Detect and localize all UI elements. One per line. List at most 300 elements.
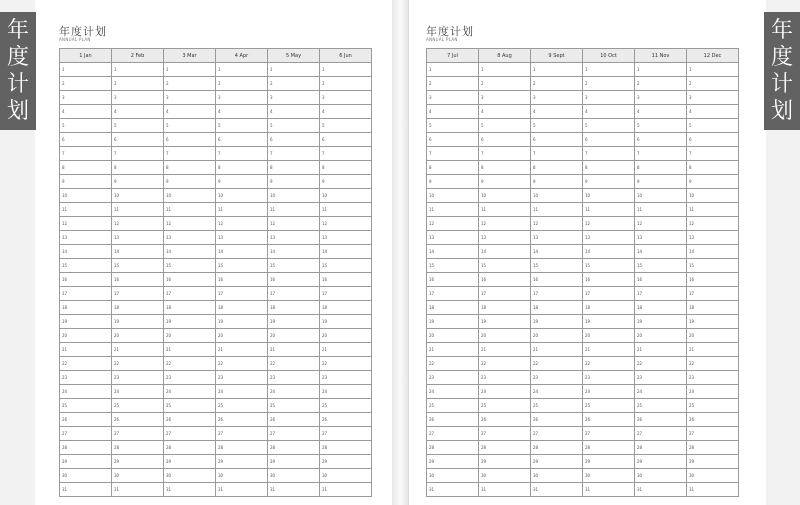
day-cell[interactable]: 9 [112, 175, 164, 189]
day-cell[interactable]: 31 [479, 483, 531, 497]
day-cell[interactable]: 12 [531, 217, 583, 231]
day-cell[interactable]: 29 [216, 455, 268, 469]
day-cell[interactable]: 3 [268, 91, 320, 105]
day-cell[interactable]: 14 [320, 245, 372, 259]
day-cell[interactable]: 1 [635, 63, 687, 77]
day-cell[interactable]: 23 [268, 371, 320, 385]
day-cell[interactable]: 5 [687, 119, 739, 133]
day-cell[interactable]: 2 [635, 77, 687, 91]
day-cell[interactable]: 6 [687, 133, 739, 147]
day-cell[interactable]: 21 [216, 343, 268, 357]
day-cell[interactable]: 9 [164, 175, 216, 189]
day-cell[interactable]: 9 [60, 175, 112, 189]
day-cell[interactable]: 27 [320, 427, 372, 441]
day-cell[interactable]: 1 [320, 63, 372, 77]
day-cell[interactable]: 29 [60, 455, 112, 469]
day-cell[interactable]: 24 [531, 385, 583, 399]
day-cell[interactable]: 8 [479, 161, 531, 175]
day-cell[interactable]: 18 [531, 301, 583, 315]
day-cell[interactable]: 15 [60, 259, 112, 273]
day-cell[interactable]: 23 [479, 371, 531, 385]
day-cell[interactable]: 26 [583, 413, 635, 427]
day-cell[interactable]: 4 [687, 105, 739, 119]
day-cell[interactable]: 12 [164, 217, 216, 231]
day-cell[interactable]: 5 [320, 119, 372, 133]
day-cell[interactable]: 23 [112, 371, 164, 385]
day-cell[interactable]: 7 [531, 147, 583, 161]
day-cell[interactable]: 21 [427, 343, 479, 357]
day-cell[interactable]: 25 [216, 399, 268, 413]
day-cell[interactable]: 6 [320, 133, 372, 147]
day-cell[interactable]: 30 [60, 469, 112, 483]
day-cell[interactable]: 12 [60, 217, 112, 231]
day-cell[interactable]: 28 [687, 441, 739, 455]
day-cell[interactable]: 19 [635, 315, 687, 329]
day-cell[interactable]: 4 [320, 105, 372, 119]
day-cell[interactable]: 4 [635, 105, 687, 119]
day-cell[interactable]: 4 [427, 105, 479, 119]
day-cell[interactable]: 10 [60, 189, 112, 203]
day-cell[interactable]: 2 [60, 77, 112, 91]
day-cell[interactable]: 27 [164, 427, 216, 441]
day-cell[interactable]: 16 [216, 273, 268, 287]
day-cell[interactable]: 9 [320, 175, 372, 189]
day-cell[interactable]: 17 [320, 287, 372, 301]
day-cell[interactable]: 8 [60, 161, 112, 175]
day-cell[interactable]: 19 [268, 315, 320, 329]
section-tab-right[interactable] [764, 12, 800, 130]
day-cell[interactable]: 26 [164, 413, 216, 427]
section-tab-left[interactable] [0, 12, 36, 130]
day-cell[interactable]: 6 [479, 133, 531, 147]
day-cell[interactable]: 7 [479, 147, 531, 161]
day-cell[interactable]: 11 [268, 203, 320, 217]
day-cell[interactable]: 8 [268, 161, 320, 175]
day-cell[interactable]: 22 [531, 357, 583, 371]
day-cell[interactable]: 21 [60, 343, 112, 357]
day-cell[interactable]: 23 [164, 371, 216, 385]
day-cell[interactable]: 1 [687, 63, 739, 77]
day-cell[interactable]: 18 [687, 301, 739, 315]
day-cell[interactable]: 19 [687, 315, 739, 329]
day-cell[interactable]: 13 [320, 231, 372, 245]
day-cell[interactable]: 16 [112, 273, 164, 287]
day-cell[interactable]: 17 [164, 287, 216, 301]
day-cell[interactable]: 13 [635, 231, 687, 245]
day-cell[interactable]: 25 [320, 399, 372, 413]
day-cell[interactable]: 8 [583, 161, 635, 175]
day-cell[interactable]: 12 [268, 217, 320, 231]
day-cell[interactable]: 25 [60, 399, 112, 413]
day-cell[interactable]: 18 [268, 301, 320, 315]
day-cell[interactable]: 23 [583, 371, 635, 385]
day-cell[interactable]: 10 [687, 189, 739, 203]
day-cell[interactable]: 22 [687, 357, 739, 371]
day-cell[interactable]: 6 [531, 133, 583, 147]
day-cell[interactable]: 8 [687, 161, 739, 175]
day-cell[interactable]: 28 [531, 441, 583, 455]
day-cell[interactable]: 4 [112, 105, 164, 119]
day-cell[interactable]: 5 [479, 119, 531, 133]
day-cell[interactable]: 20 [112, 329, 164, 343]
day-cell[interactable]: 17 [479, 287, 531, 301]
day-cell[interactable]: 23 [635, 371, 687, 385]
day-cell[interactable]: 1 [112, 63, 164, 77]
day-cell[interactable]: 19 [479, 315, 531, 329]
day-cell[interactable]: 4 [268, 105, 320, 119]
day-cell[interactable]: 4 [531, 105, 583, 119]
day-cell[interactable]: 30 [427, 469, 479, 483]
day-cell[interactable]: 24 [427, 385, 479, 399]
day-cell[interactable]: 2 [531, 77, 583, 91]
day-cell[interactable]: 26 [427, 413, 479, 427]
day-cell[interactable]: 9 [427, 175, 479, 189]
day-cell[interactable]: 18 [216, 301, 268, 315]
day-cell[interactable]: 14 [112, 245, 164, 259]
day-cell[interactable]: 2 [479, 77, 531, 91]
day-cell[interactable]: 24 [164, 385, 216, 399]
day-cell[interactable]: 13 [268, 231, 320, 245]
day-cell[interactable]: 13 [479, 231, 531, 245]
day-cell[interactable]: 11 [216, 203, 268, 217]
day-cell[interactable]: 13 [60, 231, 112, 245]
day-cell[interactable]: 8 [112, 161, 164, 175]
day-cell[interactable]: 17 [427, 287, 479, 301]
day-cell[interactable]: 21 [479, 343, 531, 357]
day-cell[interactable]: 4 [60, 105, 112, 119]
day-cell[interactable]: 22 [60, 357, 112, 371]
day-cell[interactable]: 26 [635, 413, 687, 427]
day-cell[interactable]: 29 [531, 455, 583, 469]
day-cell[interactable]: 31 [427, 483, 479, 497]
day-cell[interactable]: 15 [531, 259, 583, 273]
day-cell[interactable]: 19 [427, 315, 479, 329]
day-cell[interactable]: 21 [583, 343, 635, 357]
day-cell[interactable]: 14 [60, 245, 112, 259]
day-cell[interactable]: 4 [216, 105, 268, 119]
day-cell[interactable]: 6 [583, 133, 635, 147]
day-cell[interactable]: 24 [687, 385, 739, 399]
day-cell[interactable]: 19 [164, 315, 216, 329]
day-cell[interactable]: 2 [687, 77, 739, 91]
day-cell[interactable]: 3 [320, 91, 372, 105]
day-cell[interactable]: 30 [164, 469, 216, 483]
day-cell[interactable]: 22 [427, 357, 479, 371]
day-cell[interactable]: 30 [479, 469, 531, 483]
day-cell[interactable]: 8 [320, 161, 372, 175]
day-cell[interactable]: 25 [427, 399, 479, 413]
day-cell[interactable]: 24 [479, 385, 531, 399]
day-cell[interactable]: 18 [583, 301, 635, 315]
day-cell[interactable]: 26 [320, 413, 372, 427]
day-cell[interactable]: 1 [531, 63, 583, 77]
day-cell[interactable]: 10 [164, 189, 216, 203]
day-cell[interactable]: 16 [320, 273, 372, 287]
day-cell[interactable]: 20 [268, 329, 320, 343]
day-cell[interactable]: 4 [583, 105, 635, 119]
day-cell[interactable]: 16 [583, 273, 635, 287]
day-cell[interactable]: 7 [164, 147, 216, 161]
day-cell[interactable]: 8 [635, 161, 687, 175]
day-cell[interactable]: 18 [427, 301, 479, 315]
day-cell[interactable]: 1 [60, 63, 112, 77]
day-cell[interactable]: 12 [635, 217, 687, 231]
day-cell[interactable]: 18 [479, 301, 531, 315]
day-cell[interactable]: 31 [687, 483, 739, 497]
day-cell[interactable]: 28 [112, 441, 164, 455]
day-cell[interactable]: 11 [60, 203, 112, 217]
day-cell[interactable]: 26 [479, 413, 531, 427]
day-cell[interactable]: 6 [216, 133, 268, 147]
day-cell[interactable]: 16 [164, 273, 216, 287]
day-cell[interactable]: 24 [60, 385, 112, 399]
day-cell[interactable]: 10 [583, 189, 635, 203]
day-cell[interactable]: 5 [164, 119, 216, 133]
day-cell[interactable]: 11 [427, 203, 479, 217]
day-cell[interactable]: 27 [427, 427, 479, 441]
day-cell[interactable]: 29 [635, 455, 687, 469]
day-cell[interactable]: 20 [687, 329, 739, 343]
day-cell[interactable]: 18 [164, 301, 216, 315]
day-cell[interactable]: 29 [687, 455, 739, 469]
day-cell[interactable]: 20 [531, 329, 583, 343]
day-cell[interactable]: 8 [164, 161, 216, 175]
day-cell[interactable]: 30 [320, 469, 372, 483]
day-cell[interactable]: 14 [687, 245, 739, 259]
day-cell[interactable]: 19 [112, 315, 164, 329]
day-cell[interactable]: 5 [635, 119, 687, 133]
day-cell[interactable]: 28 [427, 441, 479, 455]
day-cell[interactable]: 11 [164, 203, 216, 217]
day-cell[interactable]: 11 [320, 203, 372, 217]
day-cell[interactable]: 17 [531, 287, 583, 301]
day-cell[interactable]: 26 [112, 413, 164, 427]
day-cell[interactable]: 12 [112, 217, 164, 231]
day-cell[interactable]: 5 [583, 119, 635, 133]
day-cell[interactable]: 20 [60, 329, 112, 343]
day-cell[interactable]: 10 [531, 189, 583, 203]
day-cell[interactable]: 24 [583, 385, 635, 399]
day-cell[interactable]: 18 [60, 301, 112, 315]
day-cell[interactable]: 13 [687, 231, 739, 245]
day-cell[interactable]: 20 [216, 329, 268, 343]
day-cell[interactable]: 10 [479, 189, 531, 203]
day-cell[interactable]: 15 [479, 259, 531, 273]
day-cell[interactable]: 13 [164, 231, 216, 245]
day-cell[interactable]: 31 [531, 483, 583, 497]
day-cell[interactable]: 22 [112, 357, 164, 371]
day-cell[interactable]: 23 [531, 371, 583, 385]
day-cell[interactable]: 27 [531, 427, 583, 441]
day-cell[interactable]: 20 [635, 329, 687, 343]
day-cell[interactable]: 13 [112, 231, 164, 245]
day-cell[interactable]: 17 [583, 287, 635, 301]
day-cell[interactable]: 8 [427, 161, 479, 175]
day-cell[interactable]: 29 [164, 455, 216, 469]
day-cell[interactable]: 16 [60, 273, 112, 287]
day-cell[interactable]: 30 [112, 469, 164, 483]
day-cell[interactable]: 20 [320, 329, 372, 343]
day-cell[interactable]: 3 [687, 91, 739, 105]
day-cell[interactable]: 6 [164, 133, 216, 147]
day-cell[interactable]: 27 [60, 427, 112, 441]
day-cell[interactable]: 5 [268, 119, 320, 133]
day-cell[interactable]: 7 [216, 147, 268, 161]
day-cell[interactable]: 10 [216, 189, 268, 203]
day-cell[interactable]: 25 [635, 399, 687, 413]
day-cell[interactable]: 13 [531, 231, 583, 245]
day-cell[interactable]: 28 [216, 441, 268, 455]
day-cell[interactable]: 31 [635, 483, 687, 497]
day-cell[interactable]: 1 [216, 63, 268, 77]
day-cell[interactable]: 10 [427, 189, 479, 203]
day-cell[interactable]: 3 [531, 91, 583, 105]
day-cell[interactable]: 7 [320, 147, 372, 161]
day-cell[interactable]: 30 [216, 469, 268, 483]
day-cell[interactable]: 15 [320, 259, 372, 273]
day-cell[interactable]: 24 [112, 385, 164, 399]
day-cell[interactable]: 3 [479, 91, 531, 105]
day-cell[interactable]: 12 [320, 217, 372, 231]
day-cell[interactable]: 25 [583, 399, 635, 413]
day-cell[interactable]: 30 [531, 469, 583, 483]
day-cell[interactable]: 23 [216, 371, 268, 385]
day-cell[interactable]: 10 [112, 189, 164, 203]
day-cell[interactable]: 24 [635, 385, 687, 399]
day-cell[interactable]: 10 [320, 189, 372, 203]
day-cell[interactable]: 8 [531, 161, 583, 175]
day-cell[interactable]: 5 [112, 119, 164, 133]
day-cell[interactable]: 21 [112, 343, 164, 357]
day-cell[interactable]: 17 [268, 287, 320, 301]
day-cell[interactable]: 24 [216, 385, 268, 399]
day-cell[interactable]: 14 [164, 245, 216, 259]
day-cell[interactable]: 22 [164, 357, 216, 371]
day-cell[interactable]: 16 [531, 273, 583, 287]
day-cell[interactable]: 9 [216, 175, 268, 189]
day-cell[interactable]: 5 [427, 119, 479, 133]
day-cell[interactable]: 31 [216, 483, 268, 497]
day-cell[interactable]: 15 [687, 259, 739, 273]
day-cell[interactable]: 31 [583, 483, 635, 497]
day-cell[interactable]: 23 [320, 371, 372, 385]
day-cell[interactable]: 16 [268, 273, 320, 287]
day-cell[interactable]: 11 [479, 203, 531, 217]
day-cell[interactable]: 6 [60, 133, 112, 147]
day-cell[interactable]: 14 [531, 245, 583, 259]
day-cell[interactable]: 9 [479, 175, 531, 189]
day-cell[interactable]: 19 [320, 315, 372, 329]
day-cell[interactable]: 2 [164, 77, 216, 91]
day-cell[interactable]: 10 [268, 189, 320, 203]
day-cell[interactable]: 21 [531, 343, 583, 357]
day-cell[interactable]: 22 [479, 357, 531, 371]
day-cell[interactable]: 24 [320, 385, 372, 399]
day-cell[interactable]: 9 [268, 175, 320, 189]
day-cell[interactable]: 27 [268, 427, 320, 441]
day-cell[interactable]: 21 [687, 343, 739, 357]
day-cell[interactable]: 7 [635, 147, 687, 161]
day-cell[interactable]: 28 [320, 441, 372, 455]
day-cell[interactable]: 28 [60, 441, 112, 455]
day-cell[interactable]: 21 [164, 343, 216, 357]
day-cell[interactable]: 1 [268, 63, 320, 77]
day-cell[interactable]: 11 [531, 203, 583, 217]
day-cell[interactable]: 22 [268, 357, 320, 371]
day-cell[interactable]: 20 [427, 329, 479, 343]
day-cell[interactable]: 27 [479, 427, 531, 441]
day-cell[interactable]: 18 [635, 301, 687, 315]
day-cell[interactable]: 11 [687, 203, 739, 217]
day-cell[interactable]: 11 [112, 203, 164, 217]
day-cell[interactable]: 4 [164, 105, 216, 119]
day-cell[interactable]: 15 [583, 259, 635, 273]
day-cell[interactable]: 22 [320, 357, 372, 371]
day-cell[interactable]: 20 [479, 329, 531, 343]
day-cell[interactable]: 3 [635, 91, 687, 105]
day-cell[interactable]: 26 [687, 413, 739, 427]
day-cell[interactable]: 12 [687, 217, 739, 231]
day-cell[interactable]: 1 [164, 63, 216, 77]
day-cell[interactable]: 15 [112, 259, 164, 273]
day-cell[interactable]: 2 [112, 77, 164, 91]
day-cell[interactable]: 21 [320, 343, 372, 357]
day-cell[interactable]: 23 [427, 371, 479, 385]
day-cell[interactable]: 4 [479, 105, 531, 119]
day-cell[interactable]: 2 [427, 77, 479, 91]
day-cell[interactable]: 1 [479, 63, 531, 77]
day-cell[interactable]: 11 [583, 203, 635, 217]
day-cell[interactable]: 29 [112, 455, 164, 469]
day-cell[interactable]: 7 [583, 147, 635, 161]
day-cell[interactable]: 12 [427, 217, 479, 231]
day-cell[interactable]: 26 [268, 413, 320, 427]
day-cell[interactable]: 14 [635, 245, 687, 259]
day-cell[interactable]: 28 [479, 441, 531, 455]
day-cell[interactable]: 16 [687, 273, 739, 287]
day-cell[interactable]: 10 [635, 189, 687, 203]
day-cell[interactable]: 18 [320, 301, 372, 315]
day-cell[interactable]: 17 [216, 287, 268, 301]
day-cell[interactable]: 18 [112, 301, 164, 315]
day-cell[interactable]: 15 [635, 259, 687, 273]
day-cell[interactable]: 3 [216, 91, 268, 105]
day-cell[interactable]: 12 [216, 217, 268, 231]
day-cell[interactable]: 6 [268, 133, 320, 147]
day-cell[interactable]: 25 [164, 399, 216, 413]
day-cell[interactable]: 2 [320, 77, 372, 91]
day-cell[interactable]: 26 [60, 413, 112, 427]
day-cell[interactable]: 31 [320, 483, 372, 497]
day-cell[interactable]: 22 [583, 357, 635, 371]
day-cell[interactable]: 8 [216, 161, 268, 175]
day-cell[interactable]: 7 [268, 147, 320, 161]
day-cell[interactable]: 7 [427, 147, 479, 161]
day-cell[interactable]: 31 [112, 483, 164, 497]
day-cell[interactable]: 17 [60, 287, 112, 301]
day-cell[interactable]: 6 [635, 133, 687, 147]
day-cell[interactable]: 22 [635, 357, 687, 371]
day-cell[interactable]: 1 [427, 63, 479, 77]
day-cell[interactable]: 9 [531, 175, 583, 189]
day-cell[interactable]: 21 [268, 343, 320, 357]
day-cell[interactable]: 25 [531, 399, 583, 413]
day-cell[interactable]: 15 [427, 259, 479, 273]
day-cell[interactable]: 27 [216, 427, 268, 441]
day-cell[interactable]: 16 [427, 273, 479, 287]
day-cell[interactable]: 16 [479, 273, 531, 287]
day-cell[interactable]: 7 [687, 147, 739, 161]
